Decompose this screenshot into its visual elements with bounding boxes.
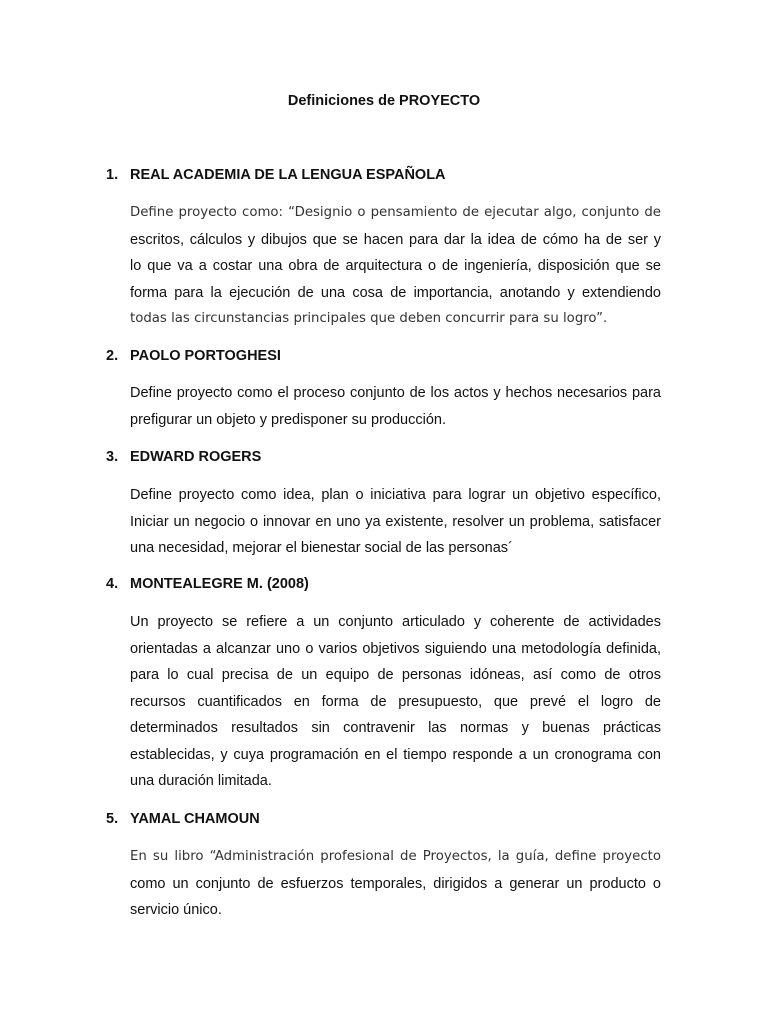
section-body — [130, 609, 661, 795]
body-line: forma para la ejecución de una cosa de importancia, anotando y extendiendo — [130, 284, 661, 301]
body-line: establecidas, y cuya programación en el tiempo responde a un cronograma con — [130, 746, 661, 763]
body-line: para lo cual precisa de un equipo de personas idóneas, así como de otros — [130, 667, 661, 683]
body-line: recursos cuantificados en forma de presupuesto, que prevé el logro de — [130, 693, 661, 710]
section-heading-text: MONTEALEGRE M. (2008) — [130, 576, 309, 592]
section-body — [130, 200, 661, 333]
section-body — [130, 844, 661, 924]
section-number: 3. — [106, 449, 119, 465]
body-line: determinados resultados sin contravenir las normas y buenas prácticas — [130, 720, 661, 736]
body-line: orientadas a alcanzar uno o varios objetivos siguiendo una metodología definida, — [130, 640, 661, 657]
body-line: Iniciar un negocio o innovar en uno ya existente, resolver un problema, satisfacer — [130, 513, 661, 530]
body-line: servicio único. — [130, 902, 222, 918]
body-line: En su libro “Administración profesional de Proyectos, la guía, define proyecto — [130, 849, 661, 864]
section-number: 4. — [106, 576, 119, 592]
section-heading-text: EDWARD ROGERS — [130, 449, 262, 465]
section-heading — [106, 574, 309, 594]
section-heading — [106, 447, 261, 467]
section-heading — [106, 809, 260, 829]
section-heading-text: YAMAL CHAMOUN — [130, 811, 260, 827]
body-line: Define proyecto como el proceso conjunto de los actos y hechos necesarios para — [130, 385, 661, 401]
section-body — [130, 482, 661, 562]
body-line: una duración limitada. — [130, 773, 272, 789]
section-heading-text: PAOLO PORTOGHESI — [130, 348, 281, 364]
section-number: 1. — [106, 167, 119, 183]
section-heading-text: REAL ACADEMIA DE LA LENGUA ESPAÑOLA — [130, 167, 446, 183]
body-line: una necesidad, mejorar el bienestar social de las personas´ — [130, 540, 513, 556]
body-line: Define proyecto como idea, plan o iniciativa para lograr un objetivo específico, — [130, 487, 661, 503]
body-line: escritos, cálculos y dibujos que se hacen para dar la idea de cómo ha de ser y — [130, 231, 661, 248]
section-body — [130, 380, 661, 433]
body-line: prefigurar un objeto y predisponer su producción. — [130, 411, 446, 428]
section-heading — [106, 346, 281, 366]
body-line: Un proyecto se refiere a un conjunto articulado y coherente de actividades — [130, 614, 661, 630]
section-number: 5. — [106, 811, 119, 827]
body-line: como un conjunto de esfuerzos temporales, dirigidos a generar un producto o — [130, 875, 661, 892]
section-heading — [106, 165, 446, 185]
document-title: Definiciones de PROYECTO — [287, 93, 481, 109]
section-number: 2. — [106, 348, 119, 364]
body-line: lo que va a costar una obra de arquitectura o de ingeniería, disposición que se — [130, 258, 661, 274]
body-line: Define proyecto como: “Designio o pensamiento de ejecutar algo, conjunto de — [130, 205, 661, 220]
body-line: todas las circunstancias principales que deben concurrir para su logro”. — [130, 311, 608, 326]
